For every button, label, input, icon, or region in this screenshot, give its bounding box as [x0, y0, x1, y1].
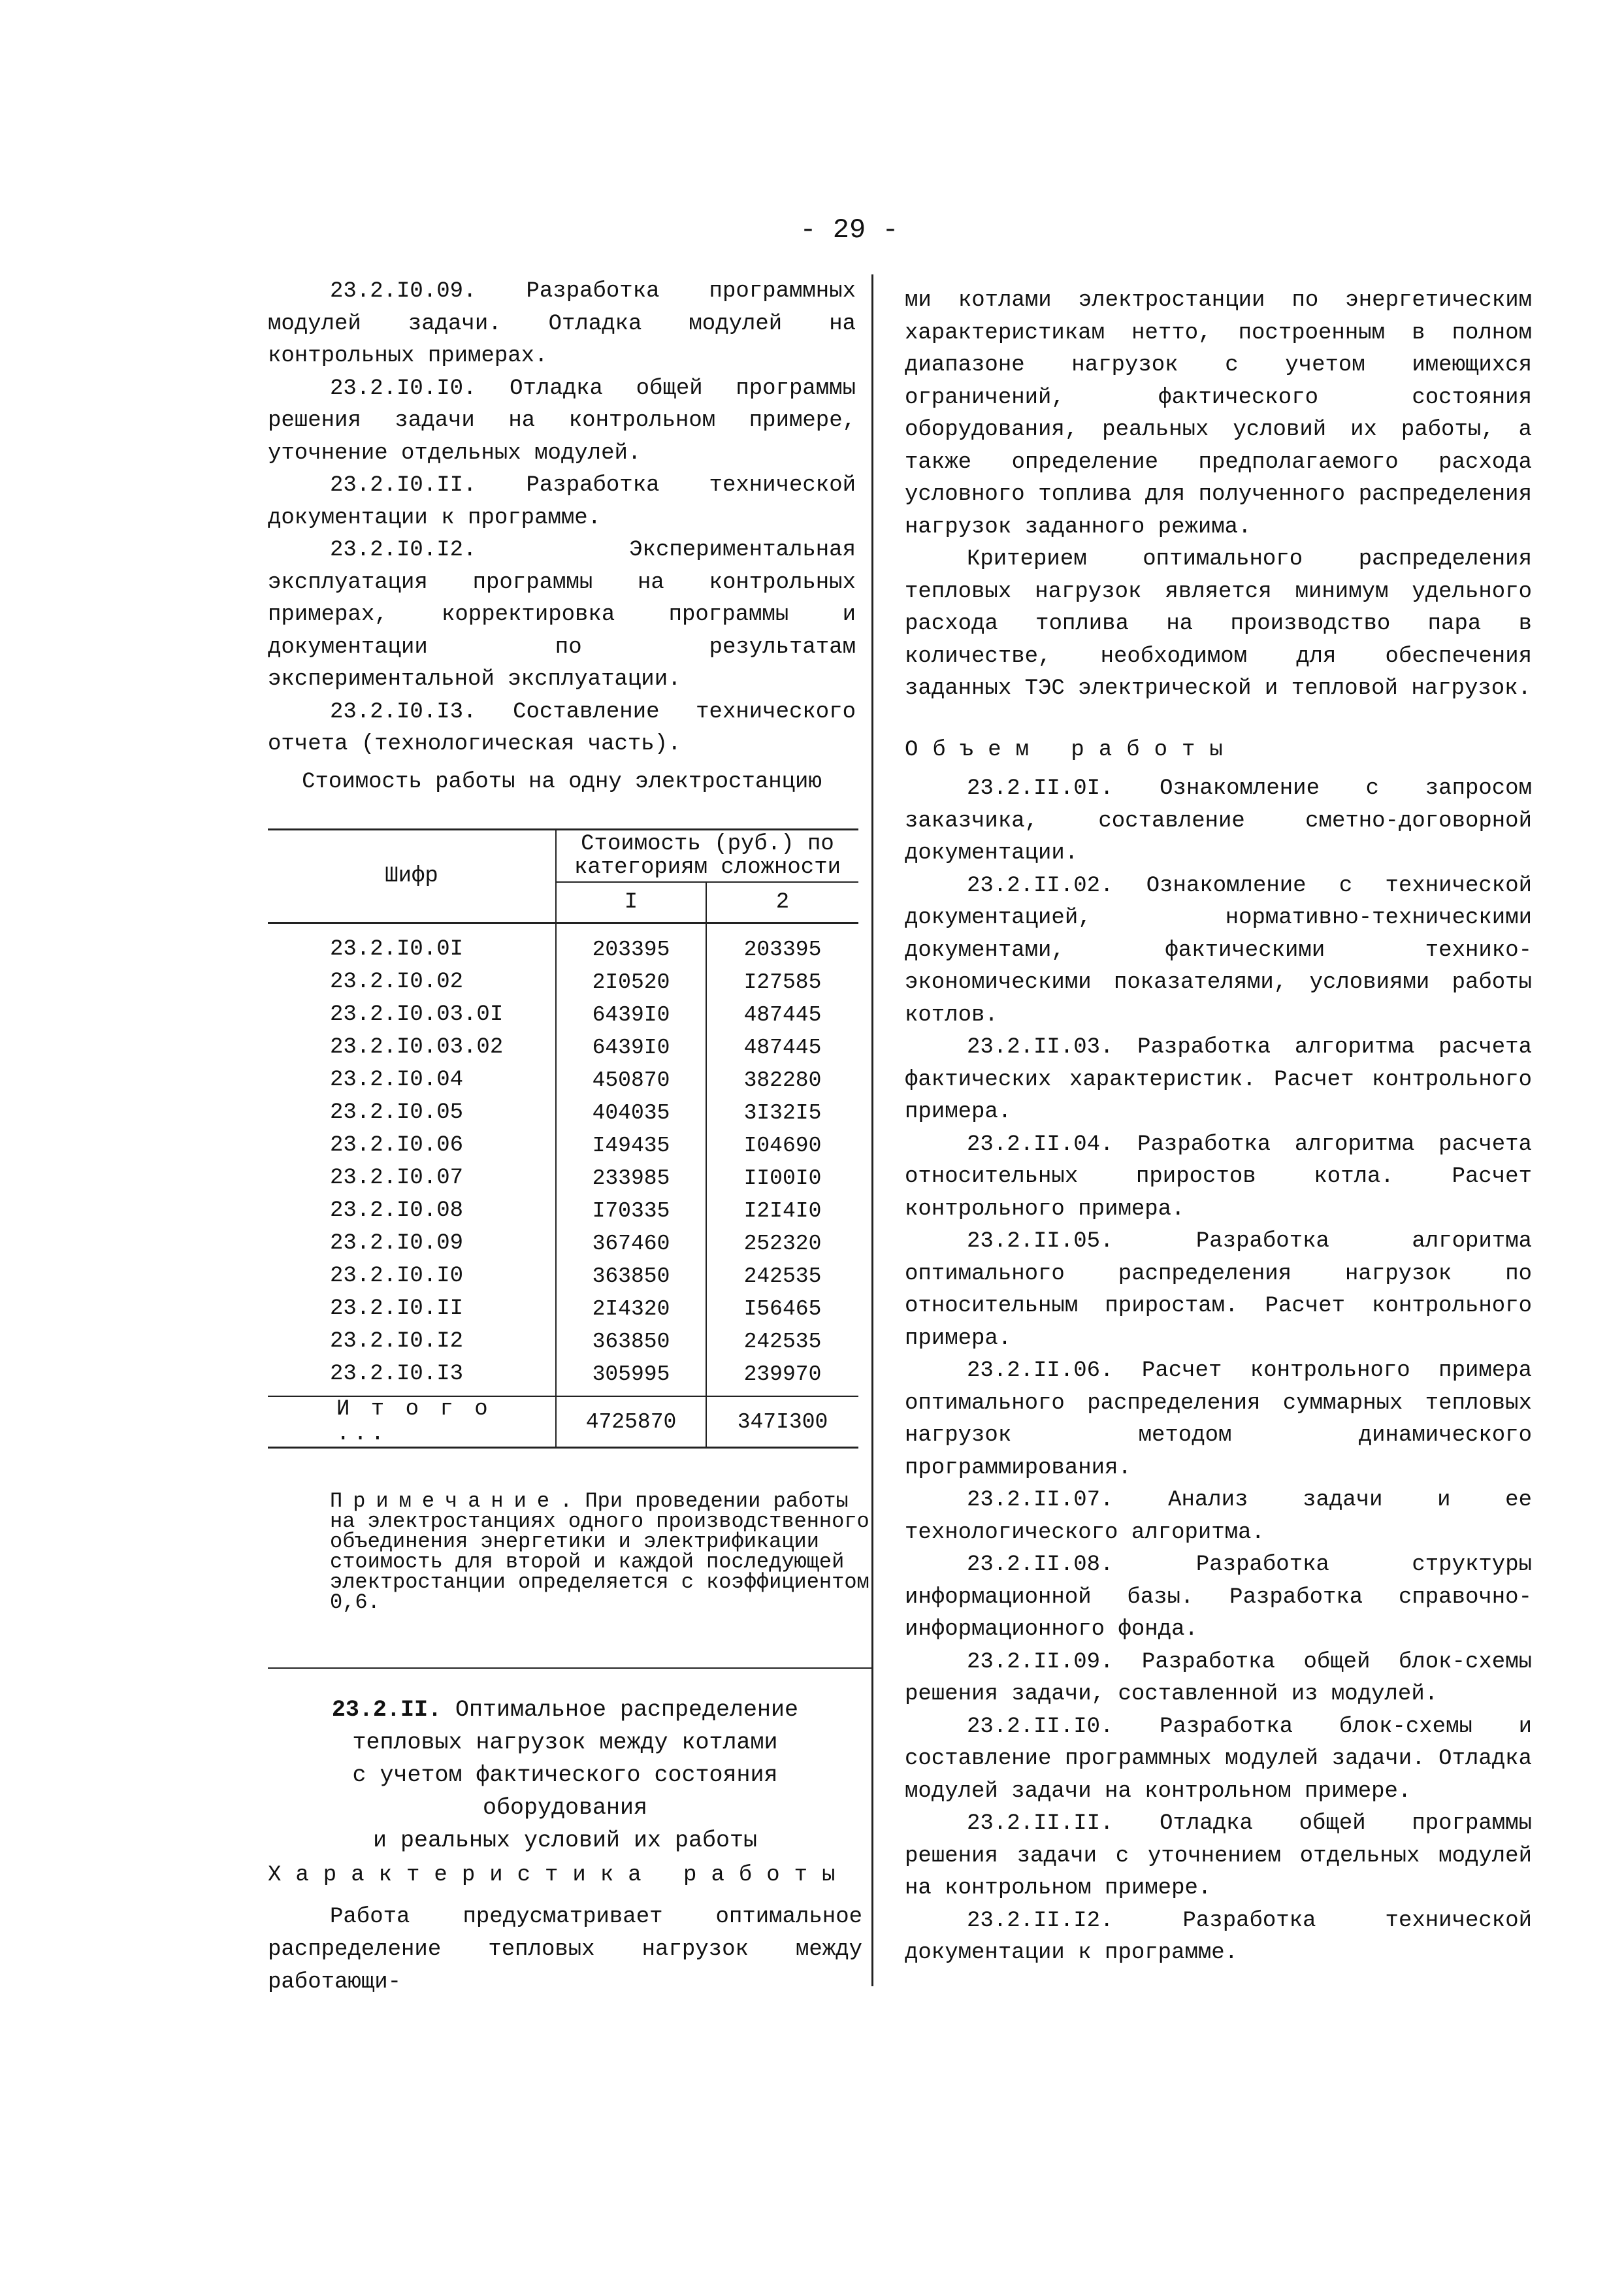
- table-row: [268, 1227, 858, 1260]
- work-item: 23.2.II.II. Отладка общей программы решения задачи с уточнением отдельных модулей на контрольном примере.: [905, 1811, 1532, 1901]
- paragraph: 23.2.I0.I2. Экспериментальная эксплуатация программы на контрольных примерах, корректировка программы и документации по результатам экспериментальной эксплуатации.: [268, 538, 856, 692]
- row-cat1-cost: 367460: [556, 1227, 706, 1260]
- paragraph: ми котлами электростанции по энергетическим характеристикам нетто, построенным в полном диапазоне нагрузок с учетом имеющихся ограничений, фактического состояния оборудования, реальных условий их работы, а также определение предполагаемого расхода условного топлива для полученного распределения нагрузок заданного режима.: [905, 288, 1532, 540]
- work-item: 23.2.II.08. Разработка структуры информационной базы. Разработка справочно-информационного фонда.: [905, 1552, 1532, 1642]
- work-item: 23.2.II.05. Разработка алгоритма оптимального распределения нагрузок по относительным приростам. Расчет контрольного примера.: [905, 1229, 1532, 1351]
- table-row: [268, 1129, 858, 1162]
- table-row: [268, 1358, 858, 1390]
- row-cat1-cost: 450870: [556, 1064, 706, 1096]
- work-item: 23.2.II.04. Разработка алгоритма расчета относительных приростов котла. Расчет контрольного примера.: [905, 1132, 1532, 1222]
- row-cat2-cost: 3I32I5: [706, 1096, 858, 1129]
- work-item: 23.2.II.02. Ознакомление с технической документацией, нормативно-техническими документами, фактическими технико-экономическими показателями, условиями работы котлов.: [905, 873, 1532, 1028]
- row-cat2-cost: II00I0: [706, 1162, 858, 1194]
- work-item: 23.2.II.I0. Разработка блок-схемы и составление программных модулей задачи. Отладка модулей задачи на контрольном примере.: [905, 1714, 1532, 1804]
- work-item: 23.2.II.0I. Ознакомление с запросом заказчика, составление сметно-договорной документации.: [905, 776, 1532, 866]
- row-cat1-cost: 2I0520: [556, 966, 706, 998]
- left-column-intro: [268, 276, 856, 761]
- row-cat2-cost: I04690: [706, 1129, 858, 1162]
- row-cat1-cost: 305995: [556, 1358, 706, 1390]
- row-cat1-cost: 6439I0: [556, 1031, 706, 1064]
- row-cat2-cost: 239970: [706, 1358, 858, 1390]
- column-divider: [871, 274, 873, 1986]
- table-row: [268, 998, 858, 1031]
- paragraph: Критерием оптимального распределения тепловых нагрузок является минимум удельного расхода топлива на производство пара в количестве, необходимом для обеспечения заданных ТЭС электрической и тепловой нагрузок.: [905, 547, 1532, 701]
- table-row: [268, 966, 858, 998]
- row-cat2-cost: 203395: [706, 933, 858, 966]
- section-title-line: и реальных условий их работы: [372, 1827, 758, 1854]
- row-cat2-cost: 252320: [706, 1227, 858, 1260]
- table-header-cat1: I: [556, 882, 706, 923]
- section-title-line: с учетом фактического состояния оборудования: [352, 1762, 778, 1821]
- row-cat1-cost: 6439I0: [556, 998, 706, 1031]
- row-cat2-cost: 487445: [706, 998, 858, 1031]
- work-item: 23.2.II.I2. Разработка технической документации к программе.: [905, 1908, 1532, 1965]
- characteristic-text: Работа предусматривает оптимальное распределение тепловых нагрузок между работающи-: [268, 1905, 862, 1995]
- row-cat1-cost: 203395: [556, 933, 706, 966]
- row-cat1-cost: 233985: [556, 1162, 706, 1194]
- row-cat2-cost: I56465: [706, 1292, 858, 1325]
- table-row: [268, 1325, 858, 1358]
- row-code: 23.2.I0.05: [330, 1100, 464, 1125]
- work-item: 23.2.II.07. Анализ задачи и ее технологического алгоритма.: [905, 1488, 1532, 1545]
- row-code: 23.2.I0.I3: [330, 1362, 464, 1386]
- cost-table: [268, 828, 858, 1449]
- table-header-cat2: 2: [706, 882, 858, 923]
- table-total-cat2: 347I300: [706, 1396, 858, 1448]
- table-row: [268, 1194, 858, 1227]
- table-caption: Стоимость работы на одну электростанцию: [302, 770, 822, 795]
- paragraph: 23.2.I0.II. Разработка технической документации к программе.: [268, 473, 856, 531]
- table-header-code: Шифр: [268, 830, 556, 923]
- characteristic-block: [268, 1859, 862, 1999]
- row-code: 23.2.I0.08: [330, 1198, 464, 1223]
- row-cat1-cost: 2I4320: [556, 1292, 706, 1325]
- row-code: 23.2.I0.0I: [330, 937, 464, 962]
- table-row: [268, 933, 858, 966]
- work-item: 23.2.II.09. Разработка общей блок-схемы решения задачи, составленной из модулей.: [905, 1649, 1532, 1707]
- row-cat2-cost: I27585: [706, 966, 858, 998]
- section-title: [268, 1694, 862, 1857]
- note-text: . При проведении работы на электростанциях одного производственного объединения энергетики и электрификации стоимость для второй и каждой последующей электростанции определяется с коэффициентом 0,6.: [330, 1489, 869, 1614]
- row-code: 23.2.I0.03.0I: [330, 1002, 504, 1027]
- row-cat1-cost: I49435: [556, 1129, 706, 1162]
- table-row: [268, 1031, 858, 1064]
- row-cat2-cost: 382280: [706, 1064, 858, 1096]
- row-code: 23.2.I0.04: [330, 1068, 464, 1092]
- row-code: 23.2.I0.02: [330, 970, 464, 994]
- volume-heading: Объем работы: [905, 737, 1237, 762]
- table-row: [268, 1064, 858, 1096]
- row-code: 23.2.I0.07: [330, 1166, 464, 1190]
- right-column: [905, 285, 1532, 1970]
- section-title-line: Оптимальное распределение: [455, 1697, 799, 1723]
- row-cat1-cost: I70335: [556, 1194, 706, 1227]
- table-row: [268, 1096, 858, 1129]
- row-code: 23.2.I0.06: [330, 1133, 464, 1158]
- work-item: 23.2.II.06. Расчет контрольного примера оптимального распределения суммарных тепловых нагрузок методом динамического программирования.: [905, 1358, 1532, 1481]
- row-cat1-cost: 404035: [556, 1096, 706, 1129]
- row-code: 23.2.I0.I0: [330, 1264, 464, 1288]
- table-body: [268, 923, 858, 1397]
- row-code: 23.2.I0.I2: [330, 1329, 464, 1354]
- page-number: - 29 -: [800, 214, 899, 246]
- section-title-line: тепловых нагрузок между котлами: [352, 1729, 778, 1756]
- table-total-cat1: 4725870: [556, 1396, 706, 1448]
- table-header-cost: Стоимость (руб.) по категориям сложности: [556, 830, 858, 883]
- paragraph: 23.2.I0.I3. Составление технического отчета (технологическая часть).: [268, 699, 856, 757]
- row-code: 23.2.I0.09: [330, 1231, 464, 1256]
- row-code: 23.2.I0.03.02: [330, 1035, 504, 1060]
- work-item: 23.2.II.03. Разработка алгоритма расчета фактических характеристик. Расчет контрольного примера.: [905, 1035, 1532, 1124]
- row-cat1-cost: 363850: [556, 1325, 706, 1358]
- table-row: [268, 1260, 858, 1292]
- row-cat1-cost: 363850: [556, 1260, 706, 1292]
- paragraph: 23.2.I0.09. Разработка программных модулей задачи. Отладка модулей на контрольных примерах.: [268, 279, 856, 369]
- row-cat2-cost: 242535: [706, 1325, 858, 1358]
- table-row: [268, 1292, 858, 1325]
- row-code: 23.2.I0.II: [330, 1296, 464, 1321]
- table-row: [268, 1162, 858, 1194]
- table-total-label: И т о г о ...: [336, 1397, 492, 1447]
- characteristic-heading: Характеристика работы: [268, 1863, 850, 1888]
- note-label: Примечание: [330, 1489, 560, 1513]
- row-cat2-cost: 487445: [706, 1031, 858, 1064]
- note-divider: [268, 1667, 871, 1669]
- table-note: [330, 1491, 872, 1613]
- paragraph: 23.2.I0.I0. Отладка общей программы решения задачи на контрольном примере, уточнение отдельных модулей.: [268, 376, 856, 466]
- row-cat2-cost: I2I4I0: [706, 1194, 858, 1227]
- section-code: 23.2.II.: [331, 1697, 442, 1723]
- row-cat2-cost: 242535: [706, 1260, 858, 1292]
